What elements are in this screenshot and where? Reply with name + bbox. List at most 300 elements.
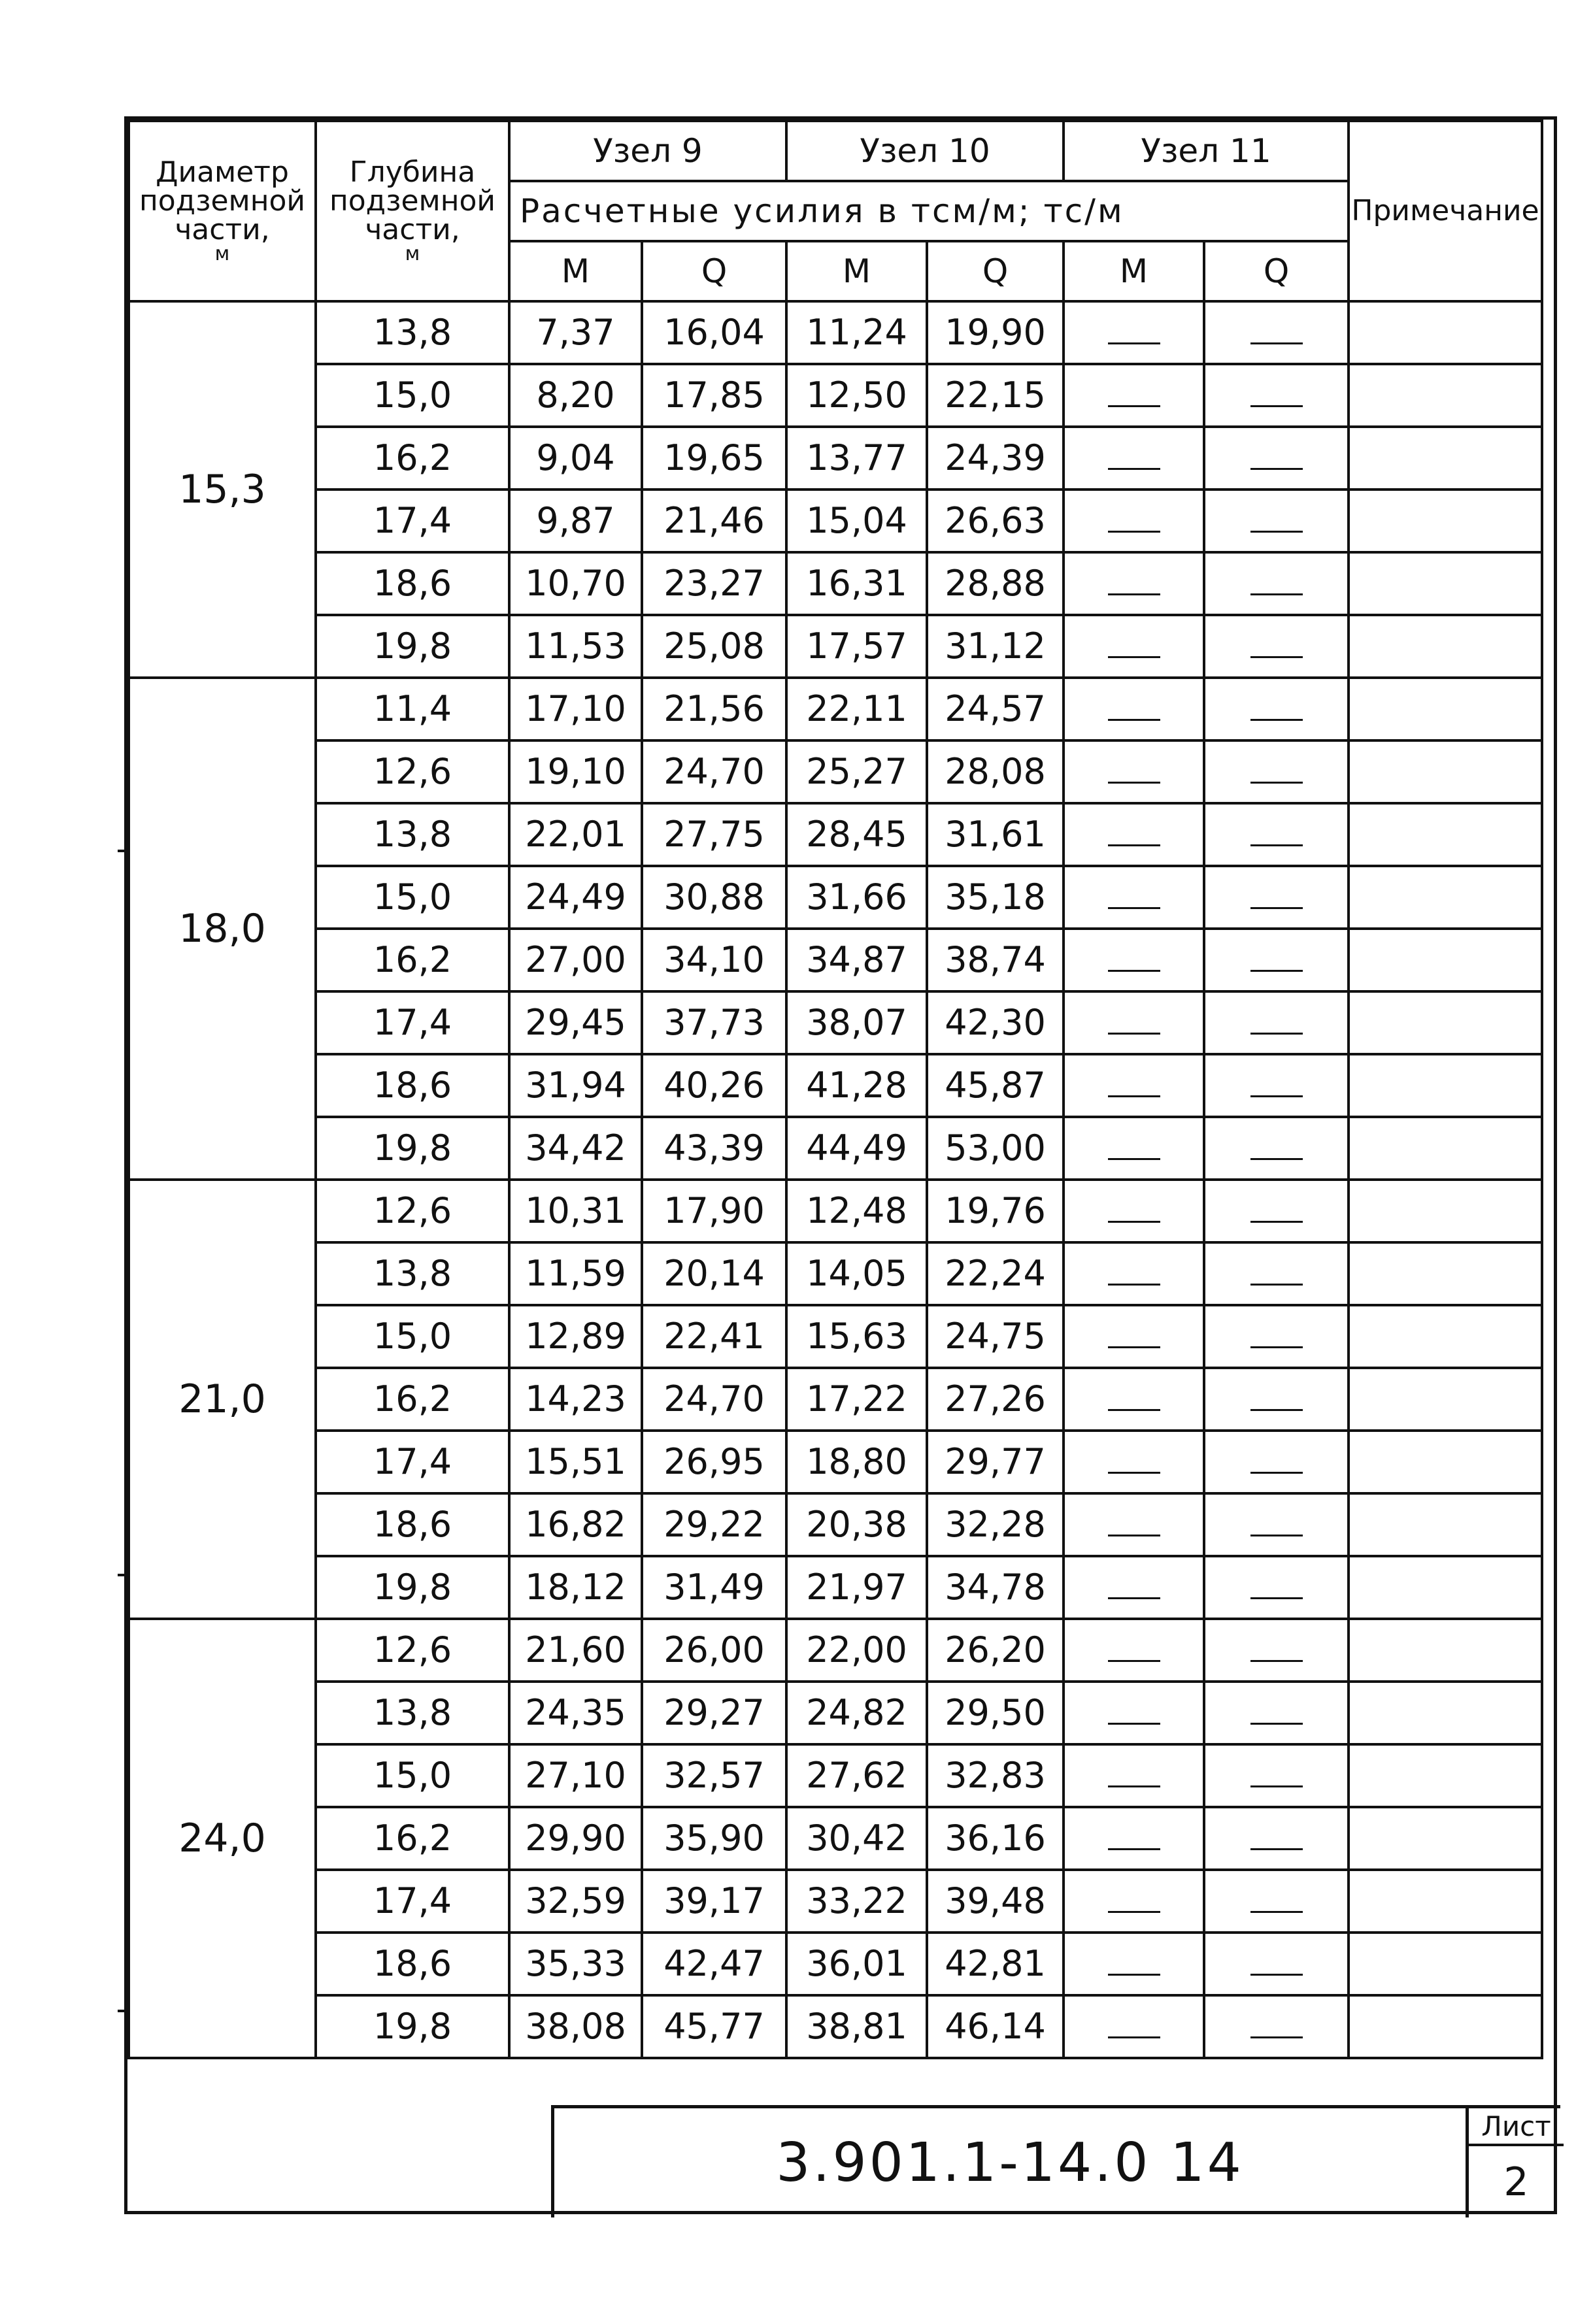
node10-q-cell: 22,24 <box>927 1242 1064 1305</box>
diameter-cell: 15,3 <box>129 301 316 678</box>
node11-m-cell <box>1064 803 1204 866</box>
node11-m-cell <box>1064 1117 1204 1180</box>
table-row <box>129 866 1542 929</box>
table-row <box>129 1556 1542 1619</box>
dash-mark <box>1108 1158 1160 1160</box>
table-row <box>129 301 1542 364</box>
node11-m-cell <box>1064 1054 1204 1117</box>
node9-q-cell: 45,77 <box>642 1995 786 2058</box>
sheet-number-box <box>1466 2108 1564 2217</box>
node9-m-cell: 17,10 <box>509 678 642 740</box>
table-row <box>129 740 1542 803</box>
depth-cell: 17,4 <box>316 1870 509 1933</box>
node11-q-cell <box>1204 552 1349 615</box>
table-row <box>129 1744 1542 1807</box>
node10-m-cell: 17,22 <box>786 1368 927 1431</box>
table-row <box>129 1933 1542 1995</box>
node10-q-cell: 29,77 <box>927 1431 1064 1493</box>
depth-cell: 13,8 <box>316 1682 509 1744</box>
dash-mark <box>1250 656 1303 658</box>
dash-mark <box>1250 1158 1303 1160</box>
node10-m-cell: 44,49 <box>786 1117 927 1180</box>
depth-cell: 15,0 <box>316 364 509 427</box>
dash-mark <box>1108 970 1160 972</box>
node11-m-cell <box>1064 490 1204 552</box>
table-row <box>129 803 1542 866</box>
table-row <box>129 552 1542 615</box>
dash-mark <box>1250 1597 1303 1599</box>
dash-mark <box>1108 1095 1160 1097</box>
node9-m-cell: 10,31 <box>509 1180 642 1242</box>
depth-cell: 18,6 <box>316 1933 509 1995</box>
note-cell <box>1349 1431 1542 1493</box>
dash-mark <box>1108 1284 1160 1286</box>
note-cell <box>1349 866 1542 929</box>
header-forces: Расчетные усилия в тсм/м; тс/м <box>509 181 1349 241</box>
header-node9-m: М <box>509 241 642 301</box>
node9-q-cell: 39,17 <box>642 1870 786 1933</box>
node10-m-cell: 14,05 <box>786 1242 927 1305</box>
node11-q-cell <box>1204 1368 1349 1431</box>
node10-q-cell: 32,83 <box>927 1744 1064 1807</box>
node9-m-cell: 27,00 <box>509 929 642 991</box>
depth-cell: 18,6 <box>316 1054 509 1117</box>
node9-q-cell: 27,75 <box>642 803 786 866</box>
header-depth-line-2: подземной <box>329 184 496 218</box>
header-depth-unit: м <box>405 242 420 265</box>
node9-q-cell: 17,90 <box>642 1180 786 1242</box>
table-row <box>129 1995 1542 2058</box>
dash-mark <box>1250 719 1303 721</box>
header-depth-line-1: Глубина <box>349 156 476 189</box>
header-node-11: Узел 11 <box>1064 121 1349 181</box>
node9-q-cell: 26,95 <box>642 1431 786 1493</box>
dash-mark <box>1108 1785 1160 1787</box>
node10-q-cell: 24,39 <box>927 427 1064 490</box>
dash-mark <box>1108 1535 1160 1536</box>
dash-mark <box>1108 1221 1160 1223</box>
node9-q-cell: 32,57 <box>642 1744 786 1807</box>
node11-q-cell <box>1204 866 1349 929</box>
dash-mark <box>1250 970 1303 972</box>
depth-cell: 12,6 <box>316 740 509 803</box>
node10-m-cell: 30,42 <box>786 1807 927 1870</box>
node10-m-cell: 24,82 <box>786 1682 927 1744</box>
dash-mark <box>1108 468 1160 470</box>
node10-m-cell: 15,63 <box>786 1305 927 1368</box>
dash-mark <box>1250 1723 1303 1725</box>
note-cell <box>1349 678 1542 740</box>
document-code: 3.901.1-14.0 14 <box>776 2132 1244 2194</box>
node9-m-cell: 19,10 <box>509 740 642 803</box>
note-cell <box>1349 1180 1542 1242</box>
node10-q-cell: 45,87 <box>927 1054 1064 1117</box>
node11-m-cell <box>1064 1870 1204 1933</box>
dash-mark <box>1108 1974 1160 1976</box>
node9-m-cell: 14,23 <box>509 1368 642 1431</box>
node10-m-cell: 12,48 <box>786 1180 927 1242</box>
node11-q-cell <box>1204 615 1349 678</box>
depth-cell: 15,0 <box>316 866 509 929</box>
dash-mark <box>1250 1346 1303 1348</box>
node9-m-cell: 32,59 <box>509 1870 642 1933</box>
dash-mark <box>1108 1848 1160 1850</box>
depth-cell: 12,6 <box>316 1619 509 1682</box>
note-cell <box>1349 364 1542 427</box>
node11-q-cell <box>1204 1242 1349 1305</box>
node10-m-cell: 38,81 <box>786 1995 927 2058</box>
node10-q-cell: 28,08 <box>927 740 1064 803</box>
node11-q-cell <box>1204 1556 1349 1619</box>
header-depth-line-3: части, <box>365 213 460 246</box>
node10-q-cell: 34,78 <box>927 1556 1064 1619</box>
node11-m-cell <box>1064 1744 1204 1807</box>
node10-m-cell: 18,80 <box>786 1431 927 1493</box>
dash-mark <box>1250 342 1303 344</box>
node10-m-cell: 36,01 <box>786 1933 927 1995</box>
header-node10-q: Q <box>927 241 1064 301</box>
note-cell <box>1349 1995 1542 2058</box>
note-cell <box>1349 1117 1542 1180</box>
node11-q-cell <box>1204 490 1349 552</box>
note-cell <box>1349 1556 1542 1619</box>
dash-mark <box>1250 1660 1303 1662</box>
node10-m-cell: 38,07 <box>786 991 927 1054</box>
node10-m-cell: 20,38 <box>786 1493 927 1556</box>
dash-mark <box>1108 1911 1160 1913</box>
dash-mark <box>1250 844 1303 846</box>
node11-q-cell <box>1204 1180 1349 1242</box>
table-row <box>129 1870 1542 1933</box>
table-row <box>129 1807 1542 1870</box>
header-note: Примечание <box>1349 121 1542 301</box>
node9-m-cell: 38,08 <box>509 1995 642 2058</box>
header-node9-q: Q <box>642 241 786 301</box>
node9-m-cell: 11,53 <box>509 615 642 678</box>
header-node10-m: М <box>786 241 927 301</box>
node11-m-cell <box>1064 615 1204 678</box>
node9-q-cell: 21,46 <box>642 490 786 552</box>
table-row <box>129 1682 1542 1744</box>
node10-q-cell: 46,14 <box>927 1995 1064 2058</box>
dash-mark <box>1250 1785 1303 1787</box>
node10-q-cell: 42,30 <box>927 991 1064 1054</box>
note-cell <box>1349 427 1542 490</box>
node10-q-cell: 24,75 <box>927 1305 1064 1368</box>
node9-m-cell: 27,10 <box>509 1744 642 1807</box>
node11-m-cell <box>1064 301 1204 364</box>
node11-q-cell <box>1204 929 1349 991</box>
node10-m-cell: 31,66 <box>786 866 927 929</box>
node9-q-cell: 17,85 <box>642 364 786 427</box>
node10-m-cell: 25,27 <box>786 740 927 803</box>
node11-m-cell <box>1064 1431 1204 1493</box>
dash-mark <box>1250 1974 1303 1976</box>
node9-q-cell: 26,00 <box>642 1619 786 1682</box>
node10-q-cell: 28,88 <box>927 552 1064 615</box>
table-row <box>129 1493 1542 1556</box>
dash-mark <box>1108 1660 1160 1662</box>
node11-q-cell <box>1204 1744 1349 1807</box>
table-row <box>129 1431 1542 1493</box>
node10-m-cell: 33,22 <box>786 1870 927 1933</box>
node10-m-cell: 16,31 <box>786 552 927 615</box>
dash-mark <box>1250 531 1303 533</box>
diameter-cell: 24,0 <box>129 1619 316 2058</box>
node9-q-cell: 30,88 <box>642 866 786 929</box>
header-diameter-line-1: Диаметр <box>156 156 289 189</box>
node9-m-cell: 31,94 <box>509 1054 642 1117</box>
diameter-cell: 18,0 <box>129 678 316 1180</box>
node11-m-cell <box>1064 1807 1204 1870</box>
dash-mark <box>1108 342 1160 344</box>
node9-m-cell: 10,70 <box>509 552 642 615</box>
node11-q-cell <box>1204 1995 1349 2058</box>
node11-q-cell <box>1204 1431 1349 1493</box>
table-row <box>129 1054 1542 1117</box>
dash-mark <box>1108 1597 1160 1599</box>
dash-mark <box>1250 2036 1303 2038</box>
node11-q-cell <box>1204 1807 1349 1870</box>
depth-cell: 11,4 <box>316 678 509 740</box>
node10-q-cell: 26,20 <box>927 1619 1064 1682</box>
dash-mark <box>1250 907 1303 909</box>
table-row <box>129 1180 1542 1242</box>
header-diameter-unit: м <box>214 242 230 265</box>
node11-m-cell <box>1064 1493 1204 1556</box>
note-cell <box>1349 1807 1542 1870</box>
node11-q-cell <box>1204 1682 1349 1744</box>
dash-mark <box>1250 468 1303 470</box>
depth-cell: 17,4 <box>316 991 509 1054</box>
dash-mark <box>1108 1723 1160 1725</box>
node11-m-cell <box>1064 364 1204 427</box>
table-row <box>129 615 1542 678</box>
depth-cell: 15,0 <box>316 1744 509 1807</box>
node10-q-cell: 42,81 <box>927 1933 1064 1995</box>
node9-q-cell: 34,10 <box>642 929 786 991</box>
dash-mark <box>1250 1033 1303 1035</box>
node10-q-cell: 31,12 <box>927 615 1064 678</box>
node10-q-cell: 53,00 <box>927 1117 1064 1180</box>
node9-q-cell: 22,41 <box>642 1305 786 1368</box>
depth-cell: 12,6 <box>316 1180 509 1242</box>
node9-q-cell: 42,47 <box>642 1933 786 1995</box>
header-node11-m: М <box>1064 241 1204 301</box>
depth-cell: 16,2 <box>316 1368 509 1431</box>
depth-cell: 19,8 <box>316 1995 509 2058</box>
binding-mark <box>118 850 124 852</box>
node9-m-cell: 29,90 <box>509 1807 642 1870</box>
node11-m-cell <box>1064 1180 1204 1242</box>
dash-mark <box>1108 531 1160 533</box>
dash-mark <box>1250 1409 1303 1411</box>
node9-q-cell: 35,90 <box>642 1807 786 1870</box>
header-diameter-line-3: части, <box>175 213 270 246</box>
node10-m-cell: 28,45 <box>786 803 927 866</box>
dash-mark <box>1108 782 1160 784</box>
note-cell <box>1349 1870 1542 1933</box>
note-cell <box>1349 1933 1542 1995</box>
table-row <box>129 1368 1542 1431</box>
forces-table <box>127 120 1543 2059</box>
sheet-label: Лист <box>1469 2108 1564 2146</box>
forces-table-wrapper <box>127 120 1543 2059</box>
node11-q-cell <box>1204 1933 1349 1995</box>
node11-m-cell <box>1064 1368 1204 1431</box>
node9-q-cell: 29,22 <box>642 1493 786 1556</box>
dash-mark <box>1250 1911 1303 1913</box>
node9-m-cell: 18,12 <box>509 1556 642 1619</box>
node9-q-cell: 25,08 <box>642 615 786 678</box>
node10-m-cell: 22,00 <box>786 1619 927 1682</box>
header-node-9: Узел 9 <box>509 121 786 181</box>
node9-m-cell: 24,35 <box>509 1682 642 1744</box>
dash-mark <box>1108 907 1160 909</box>
note-cell <box>1349 1368 1542 1431</box>
title-block <box>551 2105 1560 2217</box>
node11-q-cell <box>1204 427 1349 490</box>
diameter-cell: 21,0 <box>129 1180 316 1619</box>
node9-q-cell: 16,04 <box>642 301 786 364</box>
note-cell <box>1349 615 1542 678</box>
depth-cell: 18,6 <box>316 1493 509 1556</box>
dash-mark <box>1250 1535 1303 1536</box>
node11-m-cell <box>1064 991 1204 1054</box>
node10-q-cell: 26,63 <box>927 490 1064 552</box>
dash-mark <box>1108 1409 1160 1411</box>
node10-m-cell: 22,11 <box>786 678 927 740</box>
depth-cell: 19,8 <box>316 615 509 678</box>
dash-mark <box>1108 656 1160 658</box>
note-cell <box>1349 1242 1542 1305</box>
node9-q-cell: 20,14 <box>642 1242 786 1305</box>
node10-m-cell: 17,57 <box>786 615 927 678</box>
node10-m-cell: 11,24 <box>786 301 927 364</box>
node9-m-cell: 7,37 <box>509 301 642 364</box>
dash-mark <box>1250 782 1303 784</box>
node9-q-cell: 21,56 <box>642 678 786 740</box>
node9-q-cell: 29,27 <box>642 1682 786 1744</box>
depth-cell: 13,8 <box>316 803 509 866</box>
note-cell <box>1349 490 1542 552</box>
node10-q-cell: 29,50 <box>927 1682 1064 1744</box>
dash-mark <box>1108 844 1160 846</box>
node11-q-cell <box>1204 1493 1349 1556</box>
note-cell <box>1349 1619 1542 1682</box>
node11-m-cell <box>1064 1556 1204 1619</box>
node11-q-cell <box>1204 301 1349 364</box>
header-diameter <box>129 121 316 301</box>
depth-cell: 17,4 <box>316 1431 509 1493</box>
table-row <box>129 1242 1542 1305</box>
depth-cell: 16,2 <box>316 929 509 991</box>
node11-q-cell <box>1204 1054 1349 1117</box>
dash-mark <box>1250 1848 1303 1850</box>
dash-mark <box>1250 405 1303 407</box>
header-node11-q: Q <box>1204 241 1349 301</box>
node9-q-cell: 24,70 <box>642 1368 786 1431</box>
note-cell <box>1349 1305 1542 1368</box>
node10-q-cell: 19,90 <box>927 301 1064 364</box>
node9-q-cell: 43,39 <box>642 1117 786 1180</box>
note-cell <box>1349 1744 1542 1807</box>
dash-mark <box>1108 1346 1160 1348</box>
node11-m-cell <box>1064 740 1204 803</box>
node9-m-cell: 24,49 <box>509 866 642 929</box>
dash-mark <box>1108 1472 1160 1474</box>
node11-m-cell <box>1064 866 1204 929</box>
node10-q-cell: 24,57 <box>927 678 1064 740</box>
node10-q-cell: 27,26 <box>927 1368 1064 1431</box>
note-cell <box>1349 1054 1542 1117</box>
table-row <box>129 427 1542 490</box>
node11-q-cell <box>1204 1305 1349 1368</box>
table-row <box>129 678 1542 740</box>
table-row <box>129 1619 1542 1682</box>
note-cell <box>1349 1682 1542 1744</box>
node9-m-cell: 35,33 <box>509 1933 642 1995</box>
note-cell <box>1349 301 1542 364</box>
dash-mark <box>1108 2036 1160 2038</box>
node9-m-cell: 9,04 <box>509 427 642 490</box>
node11-m-cell <box>1064 678 1204 740</box>
depth-cell: 17,4 <box>316 490 509 552</box>
node11-q-cell <box>1204 1117 1349 1180</box>
node10-m-cell: 15,04 <box>786 490 927 552</box>
dash-mark <box>1250 1284 1303 1286</box>
node11-m-cell <box>1064 1933 1204 1995</box>
node9-m-cell: 21,60 <box>509 1619 642 1682</box>
table-row <box>129 364 1542 427</box>
table-row <box>129 490 1542 552</box>
node10-q-cell: 22,15 <box>927 364 1064 427</box>
table-row <box>129 929 1542 991</box>
node9-m-cell: 16,82 <box>509 1493 642 1556</box>
dash-mark <box>1108 719 1160 721</box>
node11-m-cell <box>1064 1305 1204 1368</box>
node10-m-cell: 12,50 <box>786 364 927 427</box>
node9-q-cell: 37,73 <box>642 991 786 1054</box>
header-depth <box>316 121 509 301</box>
binding-mark <box>118 1574 124 1576</box>
table-row <box>129 1305 1542 1368</box>
node10-q-cell: 31,61 <box>927 803 1064 866</box>
header-diameter-line-2: подземной <box>139 184 306 218</box>
node10-q-cell: 19,76 <box>927 1180 1064 1242</box>
header-node-10: Узел 10 <box>786 121 1064 181</box>
node9-m-cell: 22,01 <box>509 803 642 866</box>
node10-m-cell: 27,62 <box>786 1744 927 1807</box>
node9-q-cell: 23,27 <box>642 552 786 615</box>
depth-cell: 18,6 <box>316 552 509 615</box>
node9-m-cell: 9,87 <box>509 490 642 552</box>
node9-m-cell: 34,42 <box>509 1117 642 1180</box>
node11-q-cell <box>1204 803 1349 866</box>
node10-q-cell: 39,48 <box>927 1870 1064 1933</box>
dash-mark <box>1108 593 1160 595</box>
node10-q-cell: 36,16 <box>927 1807 1064 1870</box>
dash-mark <box>1250 593 1303 595</box>
node10-m-cell: 21,97 <box>786 1556 927 1619</box>
dash-mark <box>1108 405 1160 407</box>
node10-m-cell: 34,87 <box>786 929 927 991</box>
depth-cell: 13,8 <box>316 301 509 364</box>
node9-q-cell: 31,49 <box>642 1556 786 1619</box>
dash-mark <box>1250 1221 1303 1223</box>
node10-q-cell: 32,28 <box>927 1493 1064 1556</box>
node9-q-cell: 40,26 <box>642 1054 786 1117</box>
